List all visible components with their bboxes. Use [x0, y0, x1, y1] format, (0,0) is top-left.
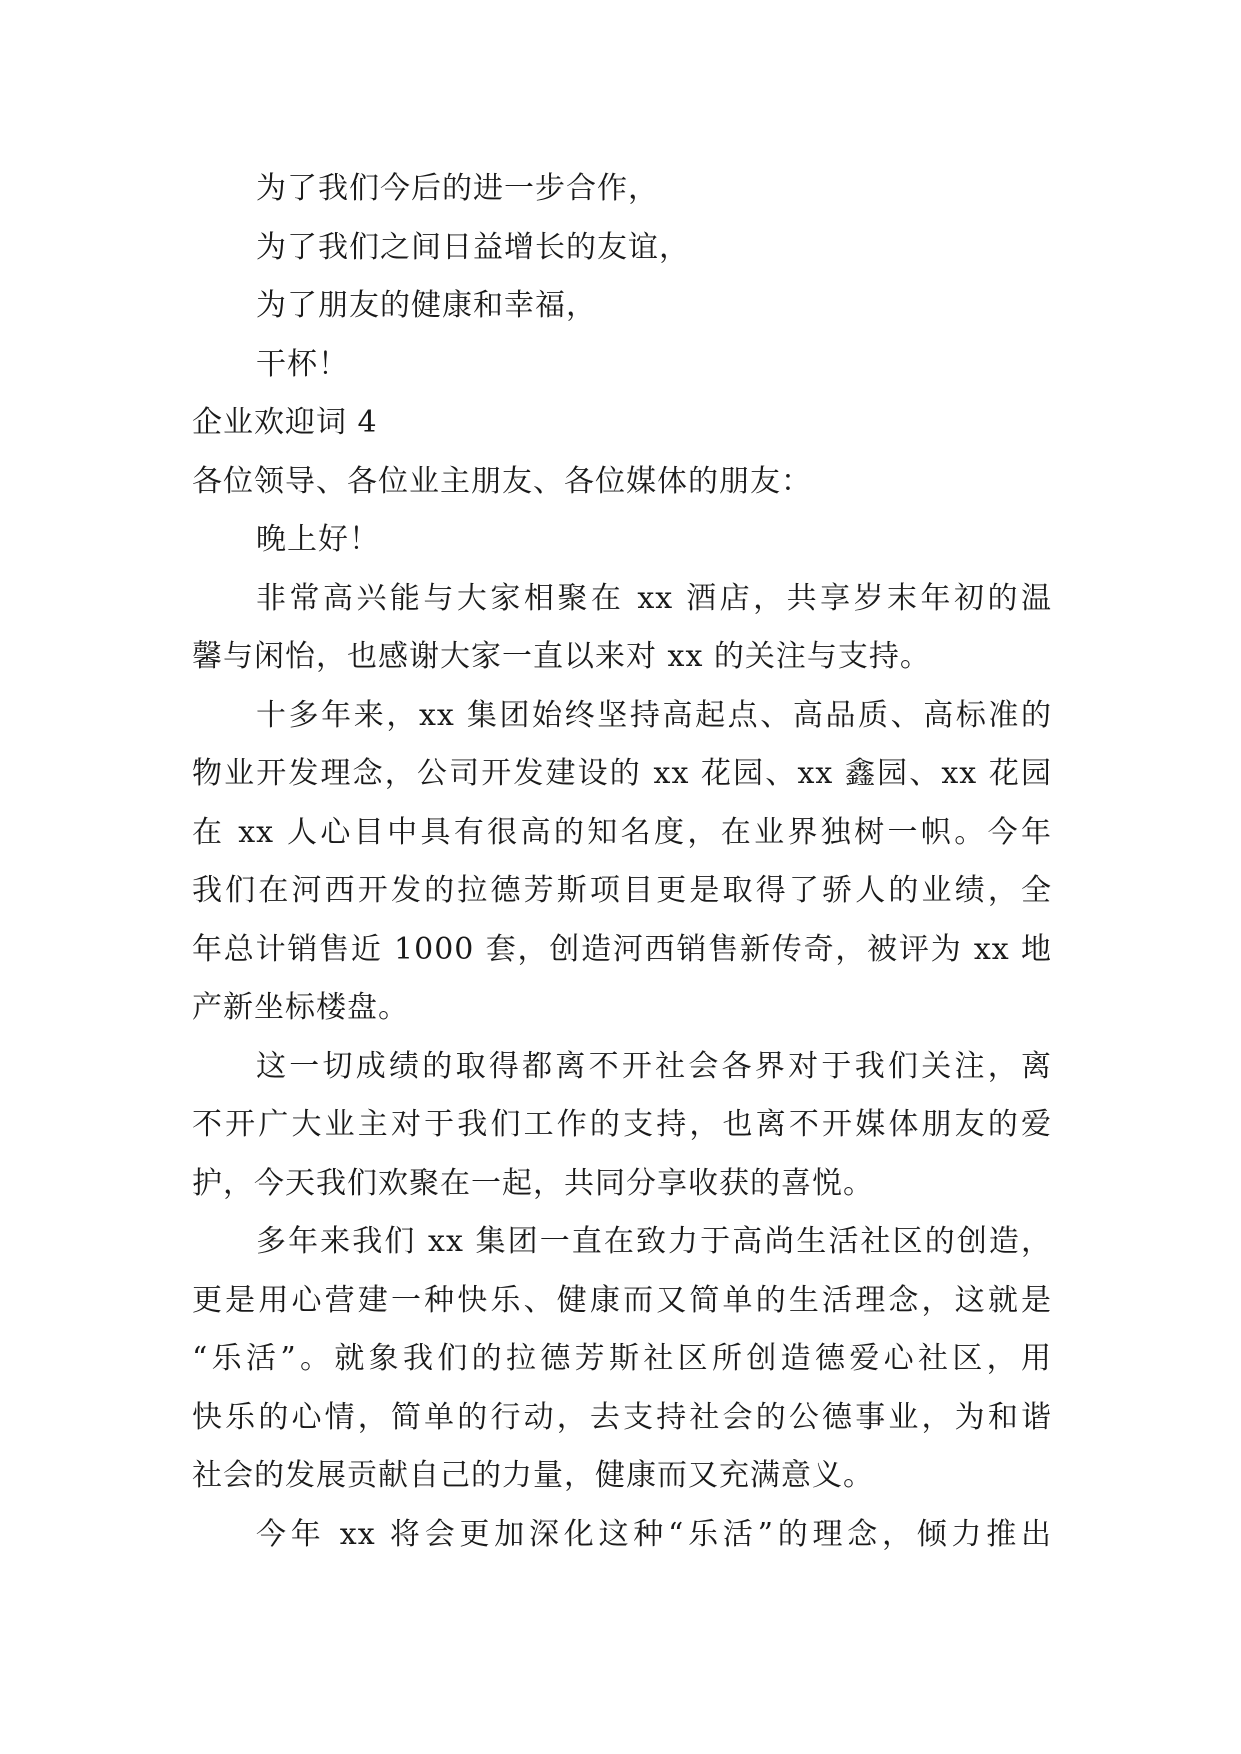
salutation: 各位领导、各位业主朋友、各位媒体的朋友： [192, 463, 812, 499]
toast-line-1: 为了我们今后的进一步合作， [256, 171, 659, 206]
paragraph-line: 社会的发展贡献自己的力量，健康而又充满意义。 [192, 1458, 874, 1493]
paragraph-2 [192, 687, 1052, 1038]
toast-line-2: 为了我们之间日益增长的友谊， [256, 229, 690, 265]
paragraph-line: 在 xx 人心目中具有很高的知名度，在业界独树一帜。今年 [192, 814, 1052, 850]
paragraph-line: 快乐的心情，简单的行动，去支持社会的公德事业，为和谐 [192, 1399, 1052, 1435]
paragraph-line: 更是用心营建一种快乐、健康而又简单的生活理念，这就是 [192, 1282, 1052, 1318]
paragraph-line: 我们在河西开发的拉德芳斯项目更是取得了骄人的业绩，全 [192, 873, 1052, 908]
paragraph-line: 物业开发理念，公司开发建设的 xx 花园、xx 鑫园、xx 花园 [192, 756, 1052, 791]
paragraph-line: 年总计销售近 1000 套，创造河西销售新传奇，被评为 xx 地 [192, 931, 1052, 967]
paragraph-line: 十多年来，xx 集团始终坚持高起点、高品质、高标准的 [256, 697, 1052, 733]
paragraph-line: 今年 xx 将会更加深化这种“乐活”的理念，倾力推出 [256, 1516, 1052, 1552]
paragraph-5 [192, 1506, 1052, 1565]
toast-line-3: 为了朋友的健康和幸福， [256, 288, 597, 323]
paragraph-1 [192, 570, 1052, 687]
toast-line-4: 干杯！ [256, 346, 349, 382]
paragraph-4 [192, 1213, 1052, 1506]
paragraph-line: 非常高兴能与大家相聚在 xx 酒店，共享岁末年初的温 [256, 580, 1052, 616]
paragraph-line: “乐活”。就象我们的拉德芳斯社区所创造德爱心社区，用 [192, 1341, 1052, 1376]
paragraph-line: 这一切成绩的取得都离不开社会各界对于我们关注，离 [256, 1048, 1052, 1084]
greeting: 晚上好！ [256, 522, 380, 557]
paragraph-3 [192, 1038, 1052, 1214]
paragraph-line: 产新坐标楼盘。 [192, 990, 409, 1025]
paragraph-line: 护，今天我们欢聚在一起，共同分享收获的喜悦。 [192, 1165, 874, 1201]
paragraph-line: 多年来我们 xx 集团一直在致力于高尚生活社区的创造， [256, 1224, 1052, 1259]
document-body [192, 160, 1052, 1564]
paragraph-line: 不开广大业主对于我们工作的支持，也离不开媒体朋友的爱 [192, 1107, 1052, 1142]
paragraph-line: 馨与闲怡，也感谢大家一直以来对 xx 的关注与支持。 [192, 639, 931, 674]
section-title: 企业欢迎词 4 [192, 405, 378, 440]
